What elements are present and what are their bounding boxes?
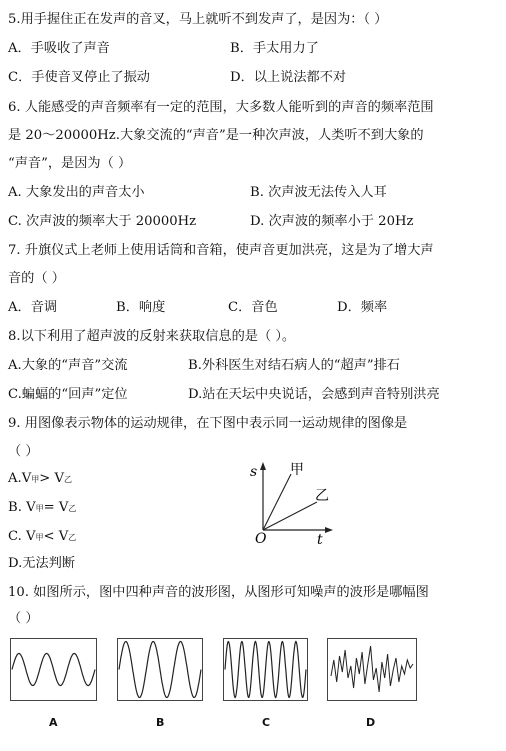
waveform-c <box>223 638 308 701</box>
q6-stem-line3: “声音”，是因为（ ） <box>8 156 132 171</box>
noise-waveform-line <box>331 646 413 692</box>
waveform-line <box>12 654 95 686</box>
x-axis-arrow <box>325 527 333 533</box>
q7-option-a: A．音调 <box>8 300 58 315</box>
q5-option-d: D．以上说法都不对 <box>230 70 347 85</box>
q9-option-b: B. V甲= V乙 <box>8 500 77 515</box>
waveform-label-a: A <box>49 716 58 729</box>
line-yi <box>263 502 317 530</box>
q6-stem-line2: 是 20～20000Hz.大象交流的“声音”是一种次声波，人类听不到大象的 <box>8 128 424 143</box>
q8-stem: 8.以下利用了超声波的反射来获取信息的是（ ）。 <box>8 329 296 344</box>
q5-stem: 5.用手握住正在发声的音叉，马上就听不到发声了，是因为：（ ） <box>8 12 388 27</box>
q6-option-a: A. 大象发出的声音太小 <box>8 185 145 200</box>
q8-option-c: C.蝙蝠的“回声”定位 <box>8 387 128 402</box>
q6-option-c: C. 次声波的频率大于 20000Hz <box>8 214 197 229</box>
waveform-b <box>117 638 203 701</box>
q7-stem-line2: 音的（ ） <box>8 271 65 286</box>
q9-stem: 9. 用图像表示物体的运动规律，在下图中表示同一运动规律的图像是 <box>8 416 408 431</box>
waveform-a <box>10 638 97 701</box>
q7-stem-line1: 7. 升旗仪式上老师上使用话筒和音箱，使声音更加洪亮，这是为了增大声 <box>8 243 434 258</box>
waveform-line <box>119 642 201 698</box>
q8-option-a: A.大象的“声音”交流 <box>8 358 128 373</box>
waveform-d <box>327 638 417 701</box>
q5-option-a: A．手吸收了声音 <box>8 41 110 56</box>
s-t-graph <box>245 458 340 544</box>
q6-stem-line1: 6. 人能感受的声音频率有一定的范围，大多数人能听到的声音的频率范围 <box>8 100 434 115</box>
origin-label: O <box>255 531 267 544</box>
line-jia <box>263 474 291 530</box>
waveform-label-d: D <box>366 716 376 729</box>
q8-option-d: D.站在天坛中央说话，会感到声音特别洪亮 <box>188 387 440 402</box>
waveform-line <box>225 642 306 698</box>
q9-option-d: D.无法判断 <box>8 556 76 571</box>
q6-option-b: B. 次声波无法传入人耳 <box>250 185 387 200</box>
q7-option-b: B．响度 <box>116 300 166 315</box>
waveform-label-c: C <box>262 716 271 729</box>
q10-paren: （ ） <box>8 611 39 626</box>
line-jia-label: 甲 <box>290 462 304 478</box>
q10-stem: 10. 如图所示，图中四种声音的波形图，从图形可知噪声的波形是哪幅图 <box>8 585 429 600</box>
q7-option-d: D．频率 <box>337 300 388 315</box>
waveform-label-b: B <box>156 716 165 729</box>
y-axis-arrow <box>260 462 266 470</box>
q9-option-a: A.V甲> V乙 <box>8 471 73 486</box>
line-yi-label: 乙 <box>315 488 329 504</box>
q8-option-b: B.外科医生对结石病人的“超声”排石 <box>188 358 400 373</box>
x-axis-label: t <box>317 532 323 544</box>
y-axis-label: s <box>250 464 258 480</box>
q9-option-c: C. V甲< V乙 <box>8 529 77 544</box>
q6-option-d: D. 次声波的频率小于 20Hz <box>250 214 414 229</box>
q7-option-c: C．音色 <box>228 300 278 315</box>
q9-paren: （ ） <box>8 444 39 459</box>
q5-option-c: C．手使音叉停止了振动 <box>8 70 150 85</box>
q5-option-b: B．手太用力了 <box>230 41 319 56</box>
